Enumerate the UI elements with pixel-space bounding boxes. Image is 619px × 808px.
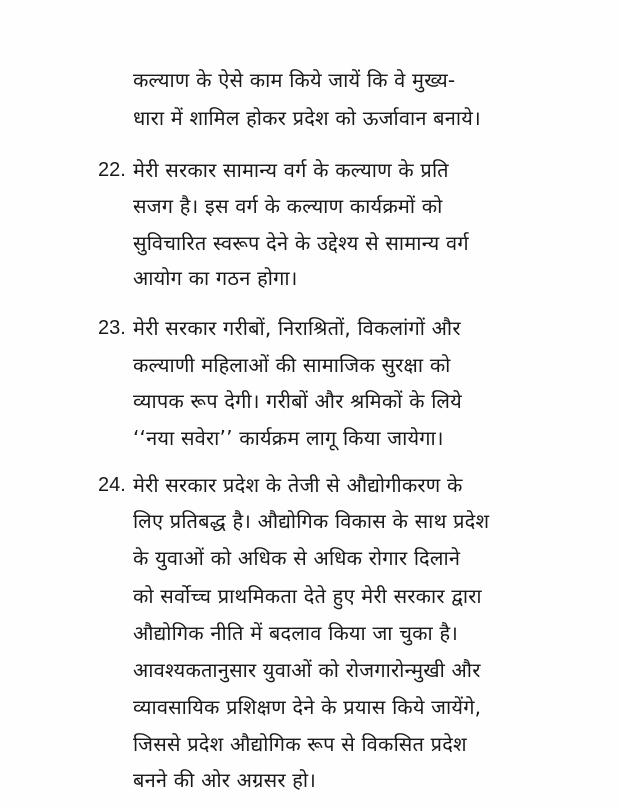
paragraph-number: 23.: [98, 317, 126, 339]
text-line: औद्योगिक नीति में बदलाव किया जा चुका है।: [133, 621, 459, 645]
text-line: ‘‘नया सवेरा’’ कार्यक्रम लागू किया जायेगा।: [133, 426, 444, 450]
text-line: मेरी सरकार प्रदेश के तेजी से औद्योगीकरण के: [133, 473, 463, 497]
text-line: को सर्वोच्च प्राथमिकता देते हुए मेरी सरकार द्वारा: [133, 584, 482, 608]
text-line: कल्याण के ऐसे काम किये जायें कि वे मुख्य-: [133, 68, 456, 92]
text-line: मेरी सरकार सामान्य वर्ग के कल्याण के प्रति: [133, 158, 449, 182]
paragraph-number: 22.: [98, 159, 126, 181]
text-line: आवश्यकतानुसार युवाओं को रोजगारोन्मुखी और: [133, 658, 481, 682]
text-line: धारा में शामिल होकर प्रदेश को ऊर्जावान बनाये।: [133, 106, 481, 130]
text-line: बनने की ओर अग्रसर हो।: [133, 768, 317, 792]
text-line: सजग है। इस वर्ग के कल्याण कार्यक्रमों को: [133, 194, 443, 218]
text-line: व्यावसायिक प्रशिक्षण देने के प्रयास किये जायेंगे,: [133, 695, 482, 719]
text-line: जिससे प्रदेश औद्योगिक रूप से विकसित प्रदेश: [133, 732, 467, 756]
text-line: सुविचारित स्वरूप देने के उद्देश्य से सामान्य वर्ग: [133, 231, 469, 255]
text-line: कल्याणी महिलाओं की सामाजिक सुरक्षा को: [133, 353, 451, 377]
text-line: आयोग का गठन होगा।: [133, 266, 298, 290]
text-line: के युवाओं को अधिक से अधिक रोगार दिलाने: [133, 546, 461, 570]
text-line: मेरी सरकार गरीबों, निराश्रितों, विकलांगों और: [133, 316, 461, 340]
paragraph-number: 24.: [98, 474, 126, 496]
text-line: लिए प्रतिबद्ध है। औद्योगिक विकास के साथ प्रदेश: [133, 509, 490, 533]
text-line: व्यापक रूप देगी। गरीबों और श्रमिकों के लिये: [133, 389, 462, 413]
